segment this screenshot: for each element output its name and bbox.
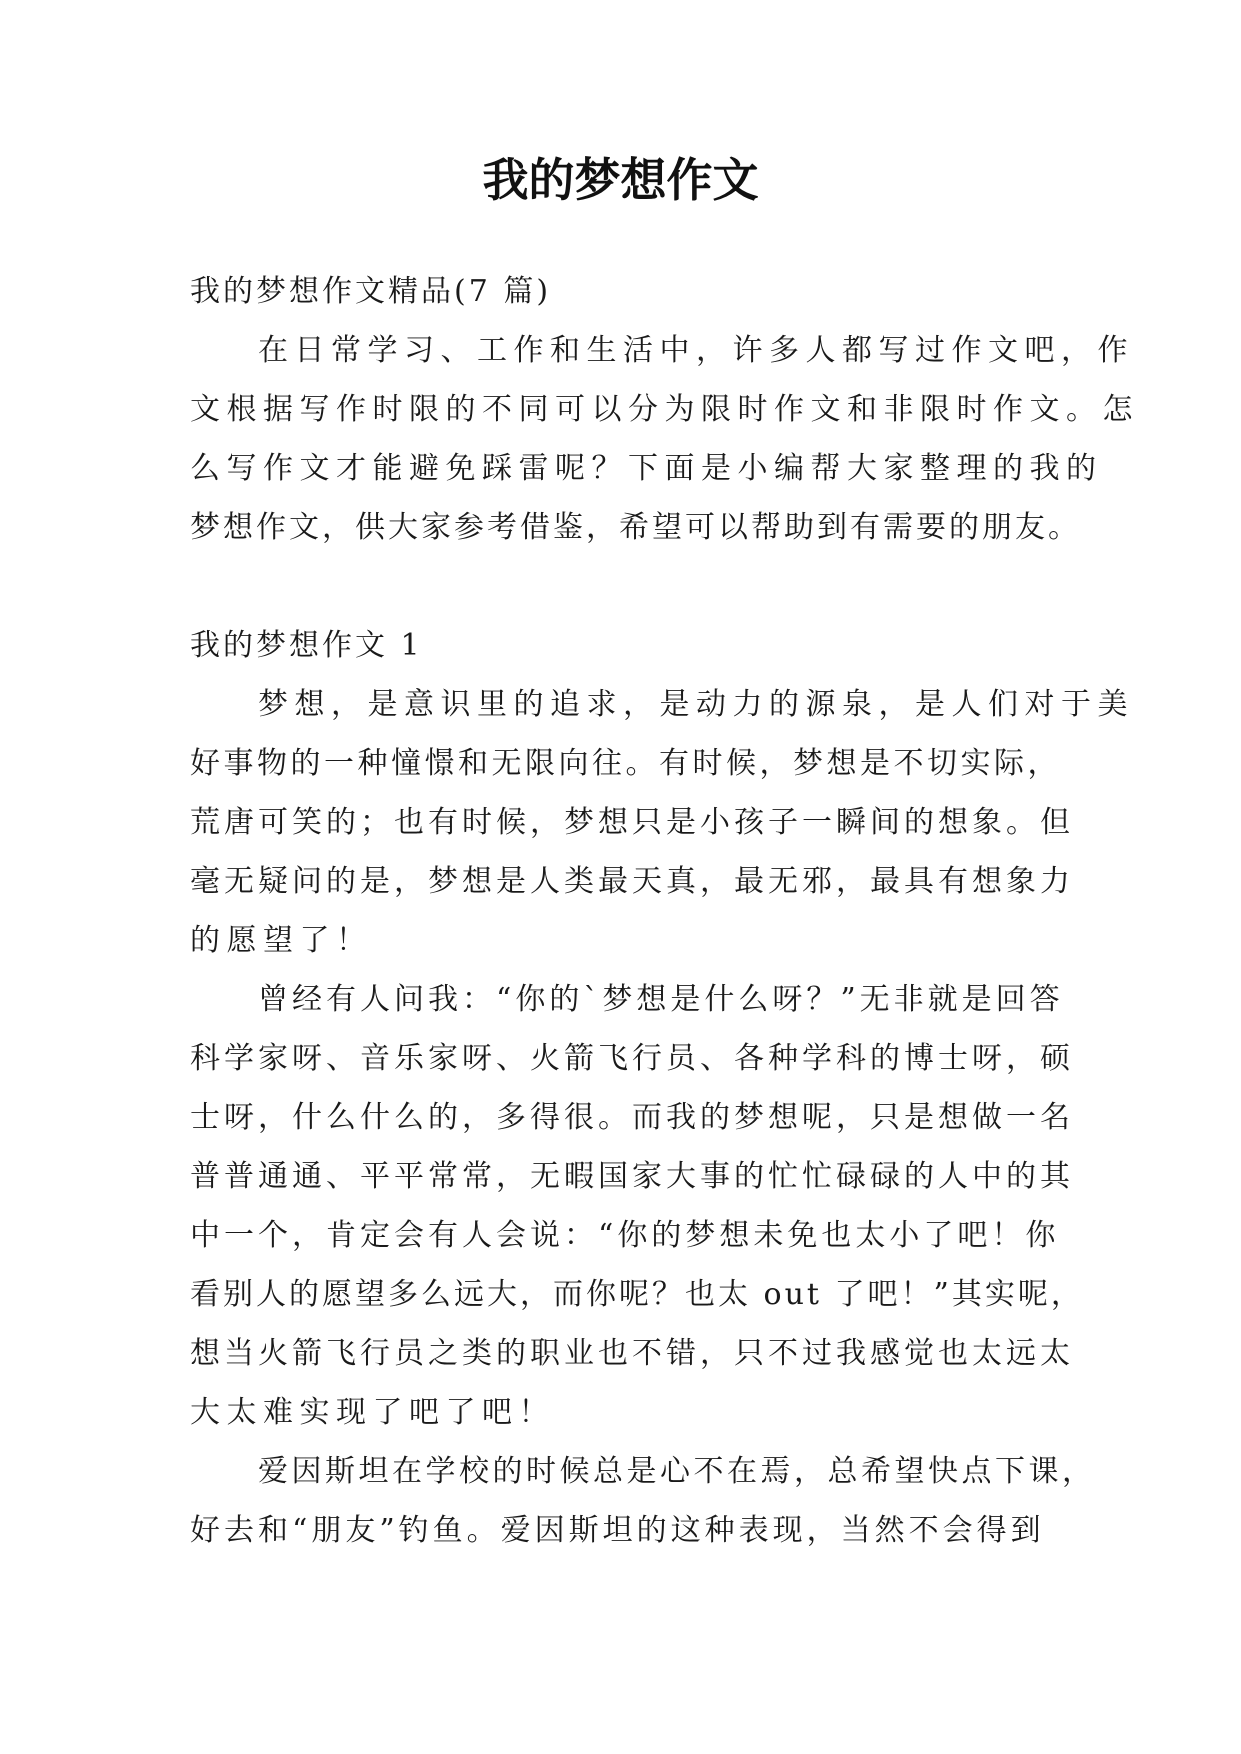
paragraph-line: 想当火箭飞行员之类的职业也不错，只不过我感觉也太远太: [190, 1336, 1074, 1371]
paragraph-line: 的愿望了！: [190, 923, 373, 958]
paragraph-line: 好去和“朋友”钓鱼。爱因斯坦的这种表现，当然不会得到: [190, 1513, 1045, 1548]
paragraph-gap: [190, 557, 1062, 616]
paragraph-line: 看别人的愿望多么远大，而你呢？也太 out 了吧！”其实呢，: [190, 1277, 1084, 1312]
paragraph-line: 士呀，什么什么的，多得很。而我的梦想呢，只是想做一名: [190, 1100, 1074, 1135]
document-title: 我的梦想作文: [482, 153, 759, 207]
section1-paragraph-1: [190, 675, 1134, 970]
paragraph-line: 普普通通、平平常常，无暇国家大事的忙忙碌碌的人中的其: [190, 1159, 1074, 1194]
paragraph-line: 在日常学习、工作和生活中，许多人都写过作文吧，作: [258, 333, 1134, 368]
document-subtitle: 我的梦想作文精品(7 篇): [190, 274, 552, 309]
paragraph-line: 毫无疑问的是，梦想是人类最天真，最无邪，最具有想象力: [190, 864, 1074, 899]
paragraph-line: 荒唐可笑的；也有时候，梦想只是小孩子一瞬间的想象。但: [190, 805, 1074, 840]
paragraph-line: 文根据写作时限的不同可以分为限时作文和非限时作文。怎: [190, 392, 1139, 427]
document-body: [190, 262, 1139, 1560]
intro-paragraph: [190, 321, 1139, 557]
paragraph-line: 曾经有人问我：“你的`梦想是什么呀？”无非就是回答: [258, 982, 1064, 1017]
section1-paragraph-3: [190, 1442, 1096, 1560]
paragraph-line: 好事物的一种憧憬和无限向往。有时候，梦想是不切实际，: [190, 746, 1061, 781]
paragraph-line: 爱因斯坦在学校的时候总是心不在焉，总希望快点下课，: [258, 1454, 1096, 1489]
section-heading: 我的梦想作文 1: [190, 628, 423, 663]
paragraph-line: 科学家呀、音乐家呀、火箭飞行员、各种学科的博士呀，硕: [190, 1041, 1074, 1076]
paragraph-line: 大太难实现了吧了吧！: [190, 1395, 555, 1430]
paragraph-line: 梦想作文，供大家参考借鉴，希望可以帮助到有需要的朋友。: [190, 510, 1081, 545]
paragraph-line: 梦想，是意识里的追求，是动力的源泉，是人们对于美: [258, 687, 1134, 722]
section1-paragraph-2: [190, 970, 1084, 1442]
paragraph-line: 么写作文才能避免踩雷呢？下面是小编帮大家整理的我的: [190, 451, 1103, 486]
paragraph-line: 中一个，肯定会有人会说：“你的梦想未免也太小了吧！你: [190, 1218, 1060, 1253]
